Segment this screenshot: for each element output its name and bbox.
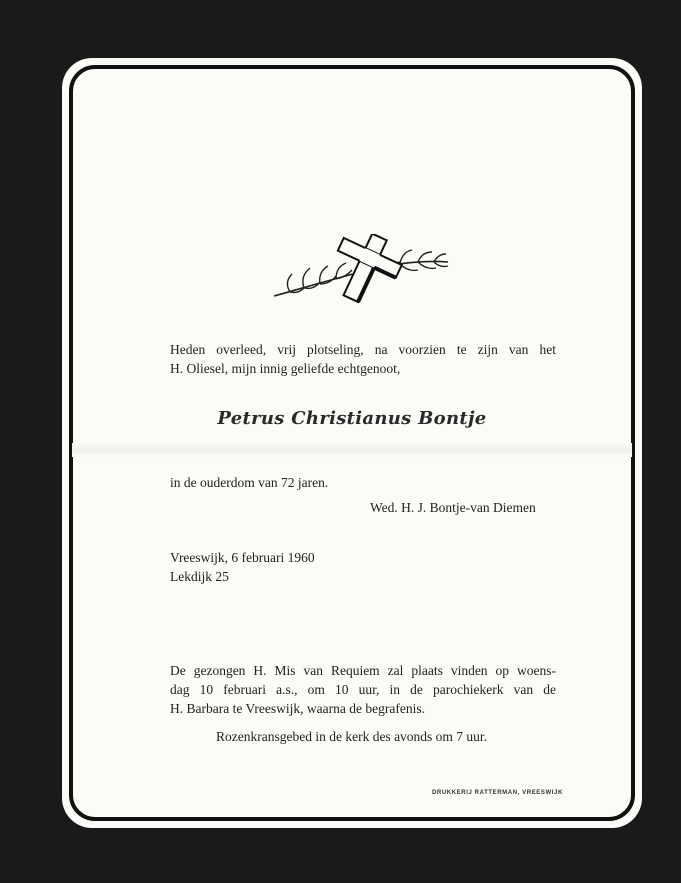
cross-with-palm-icon xyxy=(270,234,452,304)
mass-line-3: H. Barbara te Vreeswijk, waarna de begrafenis. xyxy=(170,701,425,716)
mass-line-1: De gezongen H. Mis van Requiem zal plaats vinden op woens- xyxy=(170,663,556,678)
mass-line-2: dag 10 februari a.s., om 10 uur, in de parochiekerk van de xyxy=(170,682,556,697)
intro-line-1: Heden overleed, vrij plotseling, na voorzien te zijn van het xyxy=(170,342,556,357)
address: Lekdijk 25 xyxy=(170,569,229,584)
place-date: Vreeswijk, 6 februari 1960 xyxy=(170,550,315,565)
printer-credit: DRUKKERIJ RATTERMAN, VREESWIJK xyxy=(432,790,563,796)
card-fold xyxy=(72,443,632,457)
deceased-name: Petrus Christianus Bontje xyxy=(217,408,487,429)
intro-line-2: H. Oliesel, mijn innig geliefde echtgenoot, xyxy=(170,361,401,376)
age-line: in de ouderdom van 72 jaren. xyxy=(170,475,329,490)
signature: Wed. H. J. Bontje-van Diemen xyxy=(370,500,536,515)
rosary-line: Rozenkransgebed in de kerk des avonds om 7 uur. xyxy=(216,729,488,744)
memorial-card xyxy=(62,58,642,828)
